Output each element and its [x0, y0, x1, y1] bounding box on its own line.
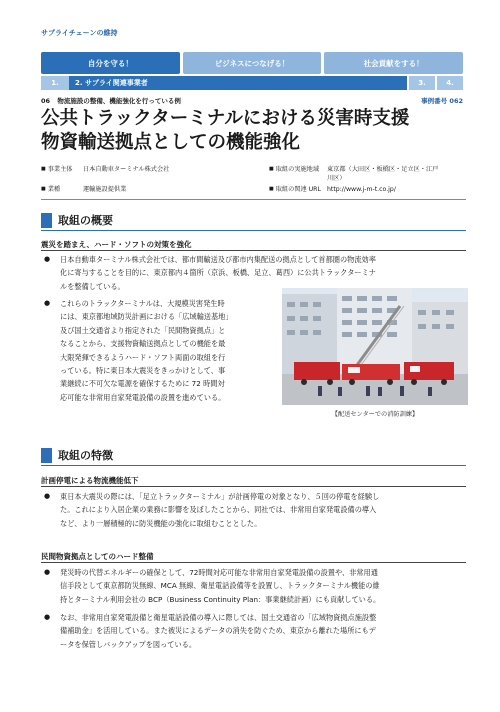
tab-social-contribution[interactable]: 社会貢献をする！: [324, 52, 463, 74]
subheading-underline: [41, 250, 466, 251]
bullet-dot: ●: [44, 568, 51, 576]
section-features-heading: [41, 447, 466, 464]
photo-caption: 【配送センターでの消防訓練】: [331, 411, 419, 418]
text-line: なることから、支援物資輸送拠点としての機能を最: [60, 339, 226, 349]
features-subheading-1-text: 計画停電による物流機能低下: [41, 476, 139, 485]
entity-value: 日本自動車ターミナル株式会社: [83, 166, 170, 173]
text-line: 化に寄与することを目的に、東京都内４箇所（京浜、板橋、足立、葛西）に公共トラックターミナ: [60, 268, 376, 278]
text-line: 大限発揮できるようハード・ソフト両面の取組を行: [60, 352, 226, 362]
case-number: 事例番号 062: [421, 97, 463, 105]
overview-subheading-text: 震災を踏まえ、ハード・ソフトの対策を強化: [41, 240, 192, 249]
features-bullet-3-text: [60, 611, 376, 651]
page-title: [41, 107, 466, 155]
section-overview-title: 取組の概要: [58, 214, 113, 227]
tab-protect-self[interactable]: 自分を守る！: [41, 52, 180, 74]
category-line: [41, 96, 463, 105]
location-label: ■ 取組の実施地域: [269, 165, 327, 183]
section-marker: [41, 213, 52, 228]
text-line: 応可能な非常用自家発電設備の設置を進めている。: [60, 392, 226, 402]
section-features-title: 取組の特徴: [58, 449, 113, 462]
features-bullet-2: [44, 566, 466, 608]
bullet-dot: ●: [44, 492, 51, 500]
overview-bullet-2: [44, 297, 276, 409]
subtab-2-supply-business[interactable]: 2. サプライ関連事業者: [69, 76, 407, 90]
category-description: [41, 96, 181, 105]
url-label: ■ 取組の関連 URL: [269, 185, 327, 194]
text-line: ルを整備している。: [60, 281, 125, 291]
features-subheading-1: [41, 475, 466, 486]
title-line-2: 物資輸送拠点としての機能強化: [41, 132, 301, 153]
fire-drill-illustration: [282, 288, 468, 405]
location-value-line-1: 東京都（大田区・板橋区・足立区・江戸: [327, 166, 439, 173]
overview-subheading: [41, 239, 466, 250]
subheading-underline: [41, 486, 466, 487]
subtab-1[interactable]: 1.: [41, 76, 69, 90]
bullet-dot: ●: [44, 255, 51, 263]
tab-business[interactable]: ビジネスにつなげる！: [183, 52, 322, 74]
features-bullet-2-text: [60, 566, 380, 606]
text-line: など、より一層積極的に防災機能の強化に取組むこととした。: [60, 518, 262, 528]
features-bullet-1-text: [60, 490, 379, 530]
category-tabs: [41, 52, 463, 74]
text-line: 日本自動車ターミナル株式会社では、都市間輸送及び都市内集配送の拠点として首都圏の物流効率: [60, 255, 376, 264]
text-line: っている。特に東日本大震災をきっかけとして、事: [60, 366, 226, 376]
section-marker: [41, 448, 52, 463]
features-subheading-2-text: 民間物資拠点としてのハード整備: [41, 552, 154, 561]
text-line: ータを保管しバックアップを図っている。: [60, 639, 197, 649]
sub-category-bar: [41, 76, 463, 90]
text-line: 東日本大震災の際には、「足立トラックターミナル」が計画停電の対象となり、５回の停電を経験し: [60, 492, 380, 501]
text-line: 持とターミナル利用会社の BCP（Business Continuity Plan：事業継続計画）にも貢献している。: [60, 594, 381, 604]
features-subheading-2: [41, 551, 466, 562]
bullet-dot: ●: [44, 299, 51, 307]
bullet-dot: ●: [44, 613, 51, 621]
industry-label: ■ 業種: [41, 185, 83, 194]
section-underline: [41, 465, 466, 466]
text-line: 業継続に不可欠な電源を確保するために 72 時間対: [60, 379, 225, 389]
location-value-line-2: 川区）: [327, 175, 346, 182]
entity-label: ■ 事業主体: [41, 165, 83, 174]
overview-bullet-2-text: [60, 297, 233, 404]
header-divider: [41, 199, 466, 200]
text-line: た。これにより入居企業の業務に影響を及ぼしたことから、同社では、非常用自家発電設備の導入: [60, 505, 377, 515]
subtab-4[interactable]: 4.: [437, 76, 463, 90]
text-line: これらのトラックターミナルは、大規模災害発生時: [60, 299, 225, 308]
section-underline: [41, 230, 466, 231]
supply-chain-label: サプライチェーンの維持: [41, 29, 118, 37]
features-bullet-1: [44, 490, 466, 532]
features-bullet-3: [44, 611, 466, 653]
url-link[interactable]: http://www.j-m-t.co.jp/: [327, 186, 396, 193]
text-line: 信手段として東京都防災無線、MCA 無線、衛星電話設備等を設置し、トラックターミナル機能の維: [60, 581, 380, 591]
text-line: なお、非常用自家発電設備と衛星電話設備の導入に際しては、国土交通省の「広域物資拠点施設整: [60, 613, 377, 622]
text-line: 及び国土交通省より指定された「民間物資拠点」と: [60, 325, 226, 335]
location-value: [327, 165, 438, 183]
text-line: 発災時の代替エネルギーの確保として、72時間対応可能な非常用自家発電設備の設置や、非常用通: [60, 568, 378, 577]
subtab-3[interactable]: 3.: [409, 76, 435, 90]
category-code: 06: [41, 97, 51, 105]
text-line: 備補助金」を活用している。また被災によるデータの消失を防ぐため、東京から離れた場所にもデ: [60, 626, 376, 636]
subheading-underline: [41, 562, 466, 563]
fire-drill-photo: [282, 288, 468, 405]
industry-value: 運輸施設提供業: [83, 186, 127, 193]
category-label: 物流施設の整備、機能強化を行っている例: [57, 97, 181, 105]
title-line-1: 公共トラックターミナルにおける災害時支援: [41, 108, 410, 129]
section-overview-heading: [41, 212, 466, 229]
text-line: には、東京都地域防災計画における「広域輸送基地」: [60, 312, 233, 322]
